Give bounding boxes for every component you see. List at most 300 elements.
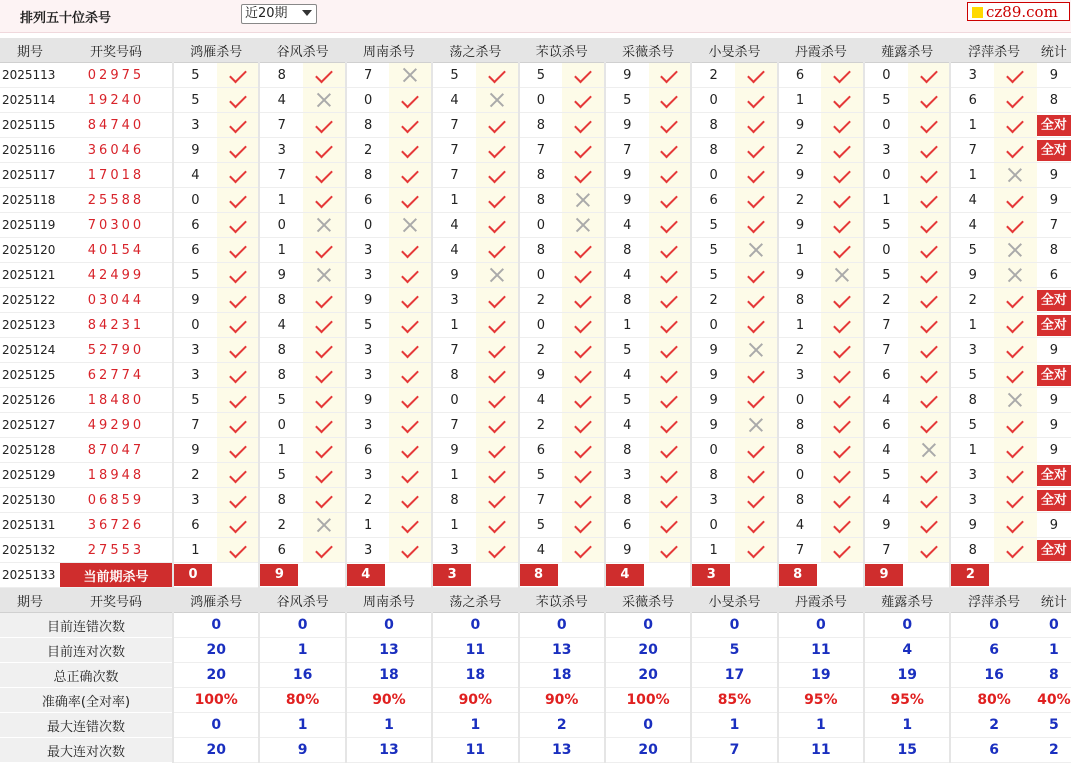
result-cell — [562, 138, 605, 163]
check-icon — [574, 490, 592, 508]
result-cell — [649, 238, 692, 263]
kill-number: 6 — [173, 238, 217, 263]
result-cell — [821, 438, 864, 463]
check-icon — [229, 390, 247, 408]
check-icon — [747, 315, 765, 333]
result-cell — [735, 188, 778, 213]
current-period: 2025133 — [0, 563, 60, 588]
check-icon — [920, 190, 938, 208]
result-cell — [649, 113, 692, 138]
stats-value: 18 — [432, 663, 518, 688]
check-icon — [315, 440, 333, 458]
kill-number: 8 — [605, 438, 649, 463]
kill-number: 2 — [173, 463, 217, 488]
stats-value: 0 — [950, 613, 1036, 638]
current-kill-cell — [778, 563, 864, 588]
check-icon — [488, 490, 506, 508]
check-icon — [1007, 215, 1025, 233]
result-cell — [821, 388, 864, 413]
check-icon — [488, 415, 506, 433]
cross-icon — [490, 268, 504, 282]
kill-number: 8 — [346, 163, 390, 188]
result-cell — [562, 163, 605, 188]
table-row — [0, 113, 1071, 138]
stat-cell: 9 — [1037, 413, 1071, 438]
kill-number: 7 — [259, 163, 303, 188]
cross-icon — [749, 418, 763, 432]
result-cell — [735, 538, 778, 563]
stats-value: 100% — [173, 688, 259, 713]
kill-number: 0 — [346, 213, 390, 238]
check-icon — [574, 65, 592, 83]
kill-number: 0 — [778, 388, 822, 413]
result-cell — [389, 388, 432, 413]
check-icon — [661, 265, 679, 283]
result-cell — [908, 188, 951, 213]
result-cell — [389, 338, 432, 363]
check-icon — [229, 190, 247, 208]
check-icon — [574, 115, 592, 133]
result-cell — [217, 338, 260, 363]
result-cell — [821, 263, 864, 288]
kill-number: 6 — [691, 188, 735, 213]
result-cell — [821, 288, 864, 313]
result-cell — [735, 263, 778, 288]
kill-number: 0 — [691, 88, 735, 113]
result-cell — [562, 438, 605, 463]
result-cell — [562, 288, 605, 313]
stats-value: 1 — [259, 638, 345, 663]
check-icon — [315, 540, 333, 558]
header-killer: 小旻杀号 — [691, 588, 777, 613]
result-cell — [217, 538, 260, 563]
check-icon — [833, 490, 851, 508]
result-cell — [821, 138, 864, 163]
kill-number: 3 — [173, 113, 217, 138]
table-row — [0, 388, 1071, 413]
result-cell — [562, 113, 605, 138]
check-icon — [661, 315, 679, 333]
current-kill-cell — [259, 563, 345, 588]
check-icon — [315, 340, 333, 358]
result-cell — [908, 113, 951, 138]
kill-number: 1 — [432, 513, 476, 538]
kill-number: 9 — [778, 213, 822, 238]
result-cell — [562, 88, 605, 113]
kill-number: 4 — [950, 188, 994, 213]
result-cell — [476, 238, 519, 263]
stats-value: 100% — [605, 688, 691, 713]
table-row — [0, 363, 1071, 388]
all-correct-badge: 全对 — [1037, 465, 1071, 486]
period-cell: 2025131 — [0, 513, 60, 538]
check-icon — [833, 340, 851, 358]
result-cell — [735, 238, 778, 263]
kill-number: 5 — [519, 513, 563, 538]
header-killer: 薤露杀号 — [864, 38, 950, 63]
period-cell: 2025124 — [0, 338, 60, 363]
kill-number: 8 — [519, 113, 563, 138]
header-killer: 丹霞杀号 — [778, 38, 864, 63]
kill-number: 4 — [259, 88, 303, 113]
result-cell — [649, 88, 692, 113]
result-cell — [389, 438, 432, 463]
kill-number: 9 — [864, 513, 908, 538]
kill-number: 9 — [519, 363, 563, 388]
result-cell — [217, 238, 260, 263]
kill-number: 8 — [778, 438, 822, 463]
check-icon — [315, 490, 333, 508]
result-cell — [217, 213, 260, 238]
header-code: 开奖号码 — [60, 588, 173, 613]
draw-number: 36046 — [60, 138, 173, 163]
result-cell — [735, 288, 778, 313]
result-cell — [994, 338, 1037, 363]
logo-square-icon — [972, 7, 983, 18]
check-icon — [920, 365, 938, 383]
check-icon — [747, 165, 765, 183]
kill-number: 2 — [691, 288, 735, 313]
result-cell — [562, 513, 605, 538]
stats-value: 16 — [259, 663, 345, 688]
draw-number: 84740 — [60, 113, 173, 138]
kill-number: 8 — [691, 113, 735, 138]
result-cell — [303, 263, 346, 288]
check-icon — [747, 515, 765, 533]
cross-icon — [835, 268, 849, 282]
kill-number: 1 — [950, 163, 994, 188]
check-icon — [833, 165, 851, 183]
check-icon — [833, 540, 851, 558]
stat-cell: 8 — [1037, 238, 1071, 263]
table-row — [0, 213, 1071, 238]
draw-number: 84231 — [60, 313, 173, 338]
kill-number: 4 — [778, 513, 822, 538]
check-icon — [661, 115, 679, 133]
check-icon — [488, 515, 506, 533]
kill-number: 1 — [950, 313, 994, 338]
all-correct-badge: 全对 — [1037, 140, 1071, 161]
draw-number: 42499 — [60, 263, 173, 288]
check-icon — [833, 190, 851, 208]
header-period: 期号 — [0, 588, 60, 613]
result-cell — [389, 288, 432, 313]
result-cell — [303, 238, 346, 263]
stats-total: 5 — [1037, 713, 1071, 738]
header-killer: 鸿雁杀号 — [173, 588, 259, 613]
kill-number: 7 — [519, 488, 563, 513]
result-cell — [735, 413, 778, 438]
cross-icon — [922, 443, 936, 457]
kill-number: 3 — [173, 488, 217, 513]
result-cell — [217, 163, 260, 188]
top-bar — [0, 0, 1071, 33]
draw-number: 18948 — [60, 463, 173, 488]
all-correct-badge: 全对 — [1037, 490, 1071, 511]
result-cell — [735, 513, 778, 538]
result-cell — [821, 63, 864, 88]
kill-number: 9 — [432, 263, 476, 288]
all-correct-badge: 全对 — [1037, 115, 1071, 136]
kill-number: 4 — [864, 388, 908, 413]
check-icon — [229, 315, 247, 333]
result-cell — [389, 88, 432, 113]
kill-number: 2 — [950, 288, 994, 313]
kill-number: 7 — [432, 113, 476, 138]
stats-value: 9 — [259, 738, 345, 763]
check-icon — [661, 190, 679, 208]
stat-cell: 8 — [1037, 88, 1071, 113]
kill-number: 5 — [259, 388, 303, 413]
kill-number: 2 — [346, 488, 390, 513]
kill-number: 5 — [691, 238, 735, 263]
kill-number: 3 — [605, 463, 649, 488]
result-cell — [217, 313, 260, 338]
stats-value: 20 — [173, 738, 259, 763]
result-cell — [649, 313, 692, 338]
kill-number: 6 — [173, 213, 217, 238]
header-killer: 周南杀号 — [346, 38, 432, 63]
stats-total: 2 — [1037, 738, 1071, 763]
check-icon — [574, 440, 592, 458]
result-cell — [994, 213, 1037, 238]
kill-number: 1 — [950, 438, 994, 463]
chevron-down-icon — [302, 10, 312, 16]
check-icon — [229, 240, 247, 258]
result-cell — [476, 538, 519, 563]
kill-number: 1 — [691, 538, 735, 563]
check-icon — [920, 540, 938, 558]
check-icon — [315, 365, 333, 383]
result-cell — [821, 463, 864, 488]
kill-number: 4 — [950, 213, 994, 238]
period-range-select[interactable] — [241, 4, 317, 24]
header-killer: 丹霞杀号 — [778, 588, 864, 613]
stats-value: 80% — [259, 688, 345, 713]
stats-value: 90% — [432, 688, 518, 713]
check-icon — [833, 465, 851, 483]
result-cell — [994, 238, 1037, 263]
result-cell — [389, 513, 432, 538]
stats-row — [0, 713, 1071, 738]
kill-number: 9 — [259, 263, 303, 288]
result-cell — [476, 138, 519, 163]
result-cell — [821, 313, 864, 338]
result-cell — [303, 113, 346, 138]
result-cell — [735, 338, 778, 363]
result-cell — [821, 213, 864, 238]
check-icon — [1007, 290, 1025, 308]
kill-number: 1 — [778, 313, 822, 338]
kill-number: 3 — [173, 338, 217, 363]
table-row — [0, 188, 1071, 213]
result-cell — [735, 313, 778, 338]
stat-cell: 9 — [1037, 438, 1071, 463]
check-icon — [229, 540, 247, 558]
check-icon — [747, 490, 765, 508]
check-icon — [661, 140, 679, 158]
current-kill-number: 0 — [174, 564, 212, 586]
current-kill-label: 当前期杀号 — [60, 563, 173, 588]
check-icon — [661, 240, 679, 258]
check-icon — [833, 240, 851, 258]
result-cell — [908, 538, 951, 563]
check-icon — [661, 340, 679, 358]
result-cell — [389, 138, 432, 163]
result-cell — [389, 313, 432, 338]
check-icon — [488, 340, 506, 358]
check-icon — [661, 465, 679, 483]
stats-value: 20 — [173, 663, 259, 688]
site-logo[interactable] — [967, 2, 1070, 21]
period-cell: 2025125 — [0, 363, 60, 388]
result-cell — [389, 63, 432, 88]
kill-number: 6 — [346, 188, 390, 213]
kill-number: 6 — [864, 413, 908, 438]
table-row — [0, 88, 1071, 113]
check-icon — [1007, 340, 1025, 358]
kill-number: 0 — [691, 313, 735, 338]
draw-number: 25588 — [60, 188, 173, 213]
stats-value: 11 — [432, 638, 518, 663]
stats-row — [0, 638, 1071, 663]
result-cell — [217, 113, 260, 138]
current-kill-number: 8 — [779, 564, 817, 586]
period-cell: 2025129 — [0, 463, 60, 488]
result-cell — [649, 63, 692, 88]
check-icon — [488, 465, 506, 483]
check-icon — [1007, 140, 1025, 158]
check-icon — [488, 540, 506, 558]
kill-number: 8 — [691, 463, 735, 488]
kill-number: 3 — [346, 463, 390, 488]
check-icon — [833, 290, 851, 308]
check-icon — [574, 340, 592, 358]
check-icon — [833, 415, 851, 433]
kill-number: 5 — [691, 263, 735, 288]
check-icon — [747, 465, 765, 483]
kill-number: 0 — [346, 88, 390, 113]
kill-number: 3 — [346, 263, 390, 288]
kill-number: 3 — [432, 538, 476, 563]
result-cell — [217, 363, 260, 388]
kill-number: 7 — [432, 138, 476, 163]
draw-number: 52790 — [60, 338, 173, 363]
stats-value: 1 — [259, 713, 345, 738]
period-cell: 2025113 — [0, 63, 60, 88]
period-cell: 2025126 — [0, 388, 60, 413]
stats-label: 最大连对次数 — [0, 738, 173, 763]
kill-number: 3 — [346, 238, 390, 263]
result-cell — [994, 88, 1037, 113]
table-row — [0, 513, 1071, 538]
kill-number: 1 — [259, 438, 303, 463]
stats-value: 0 — [605, 613, 691, 638]
kill-number: 8 — [259, 338, 303, 363]
kill-number: 9 — [605, 113, 649, 138]
check-icon — [401, 490, 419, 508]
kill-number: 9 — [778, 113, 822, 138]
check-icon — [488, 165, 506, 183]
kill-number: 4 — [432, 238, 476, 263]
check-icon — [401, 390, 419, 408]
stats-value: 0 — [346, 613, 432, 638]
kill-number: 0 — [173, 188, 217, 213]
check-icon — [747, 140, 765, 158]
result-cell — [389, 363, 432, 388]
all-correct-badge: 全对 — [1037, 540, 1071, 561]
result-cell — [821, 163, 864, 188]
kill-number: 9 — [346, 388, 390, 413]
page-title: 排列五十位杀号 — [20, 11, 112, 26]
kill-number: 8 — [778, 413, 822, 438]
kill-number: 7 — [259, 113, 303, 138]
kill-number: 0 — [173, 313, 217, 338]
check-icon — [920, 340, 938, 358]
stats-value: 95% — [778, 688, 864, 713]
check-icon — [229, 365, 247, 383]
table-row — [0, 138, 1071, 163]
kill-number: 5 — [432, 63, 476, 88]
kill-number: 5 — [691, 213, 735, 238]
check-icon — [229, 165, 247, 183]
result-cell — [476, 313, 519, 338]
result-cell — [908, 288, 951, 313]
kill-number: 5 — [173, 388, 217, 413]
stats-value: 0 — [864, 613, 950, 638]
check-icon — [315, 290, 333, 308]
result-cell — [994, 438, 1037, 463]
result-cell — [476, 163, 519, 188]
kill-number: 0 — [519, 313, 563, 338]
check-icon — [401, 190, 419, 208]
result-cell — [562, 63, 605, 88]
stats-total: 40% — [1037, 688, 1071, 713]
kill-number: 5 — [605, 338, 649, 363]
result-cell — [303, 363, 346, 388]
kill-number: 5 — [605, 388, 649, 413]
check-icon — [229, 90, 247, 108]
stats-value: 0 — [519, 613, 605, 638]
kill-number: 1 — [346, 513, 390, 538]
check-icon — [401, 240, 419, 258]
header-killer: 小旻杀号 — [691, 38, 777, 63]
kill-number: 9 — [173, 138, 217, 163]
kill-number: 1 — [173, 538, 217, 563]
check-icon — [574, 415, 592, 433]
result-cell — [389, 213, 432, 238]
check-icon — [747, 190, 765, 208]
result-cell — [649, 338, 692, 363]
kill-number: 9 — [778, 263, 822, 288]
logo-text: cz89.com — [986, 3, 1058, 21]
check-icon — [229, 265, 247, 283]
kill-number: 8 — [432, 363, 476, 388]
table-header-row — [0, 588, 1071, 613]
stats-value: 2 — [950, 713, 1036, 738]
check-icon — [401, 90, 419, 108]
period-cell: 2025123 — [0, 313, 60, 338]
period-cell: 2025114 — [0, 88, 60, 113]
kill-number: 1 — [259, 188, 303, 213]
stats-value: 7 — [691, 738, 777, 763]
kill-number: 4 — [605, 413, 649, 438]
current-kill-cell — [432, 563, 518, 588]
result-cell — [303, 513, 346, 538]
check-icon — [920, 90, 938, 108]
current-kill-number: 3 — [692, 564, 730, 586]
result-cell — [476, 413, 519, 438]
